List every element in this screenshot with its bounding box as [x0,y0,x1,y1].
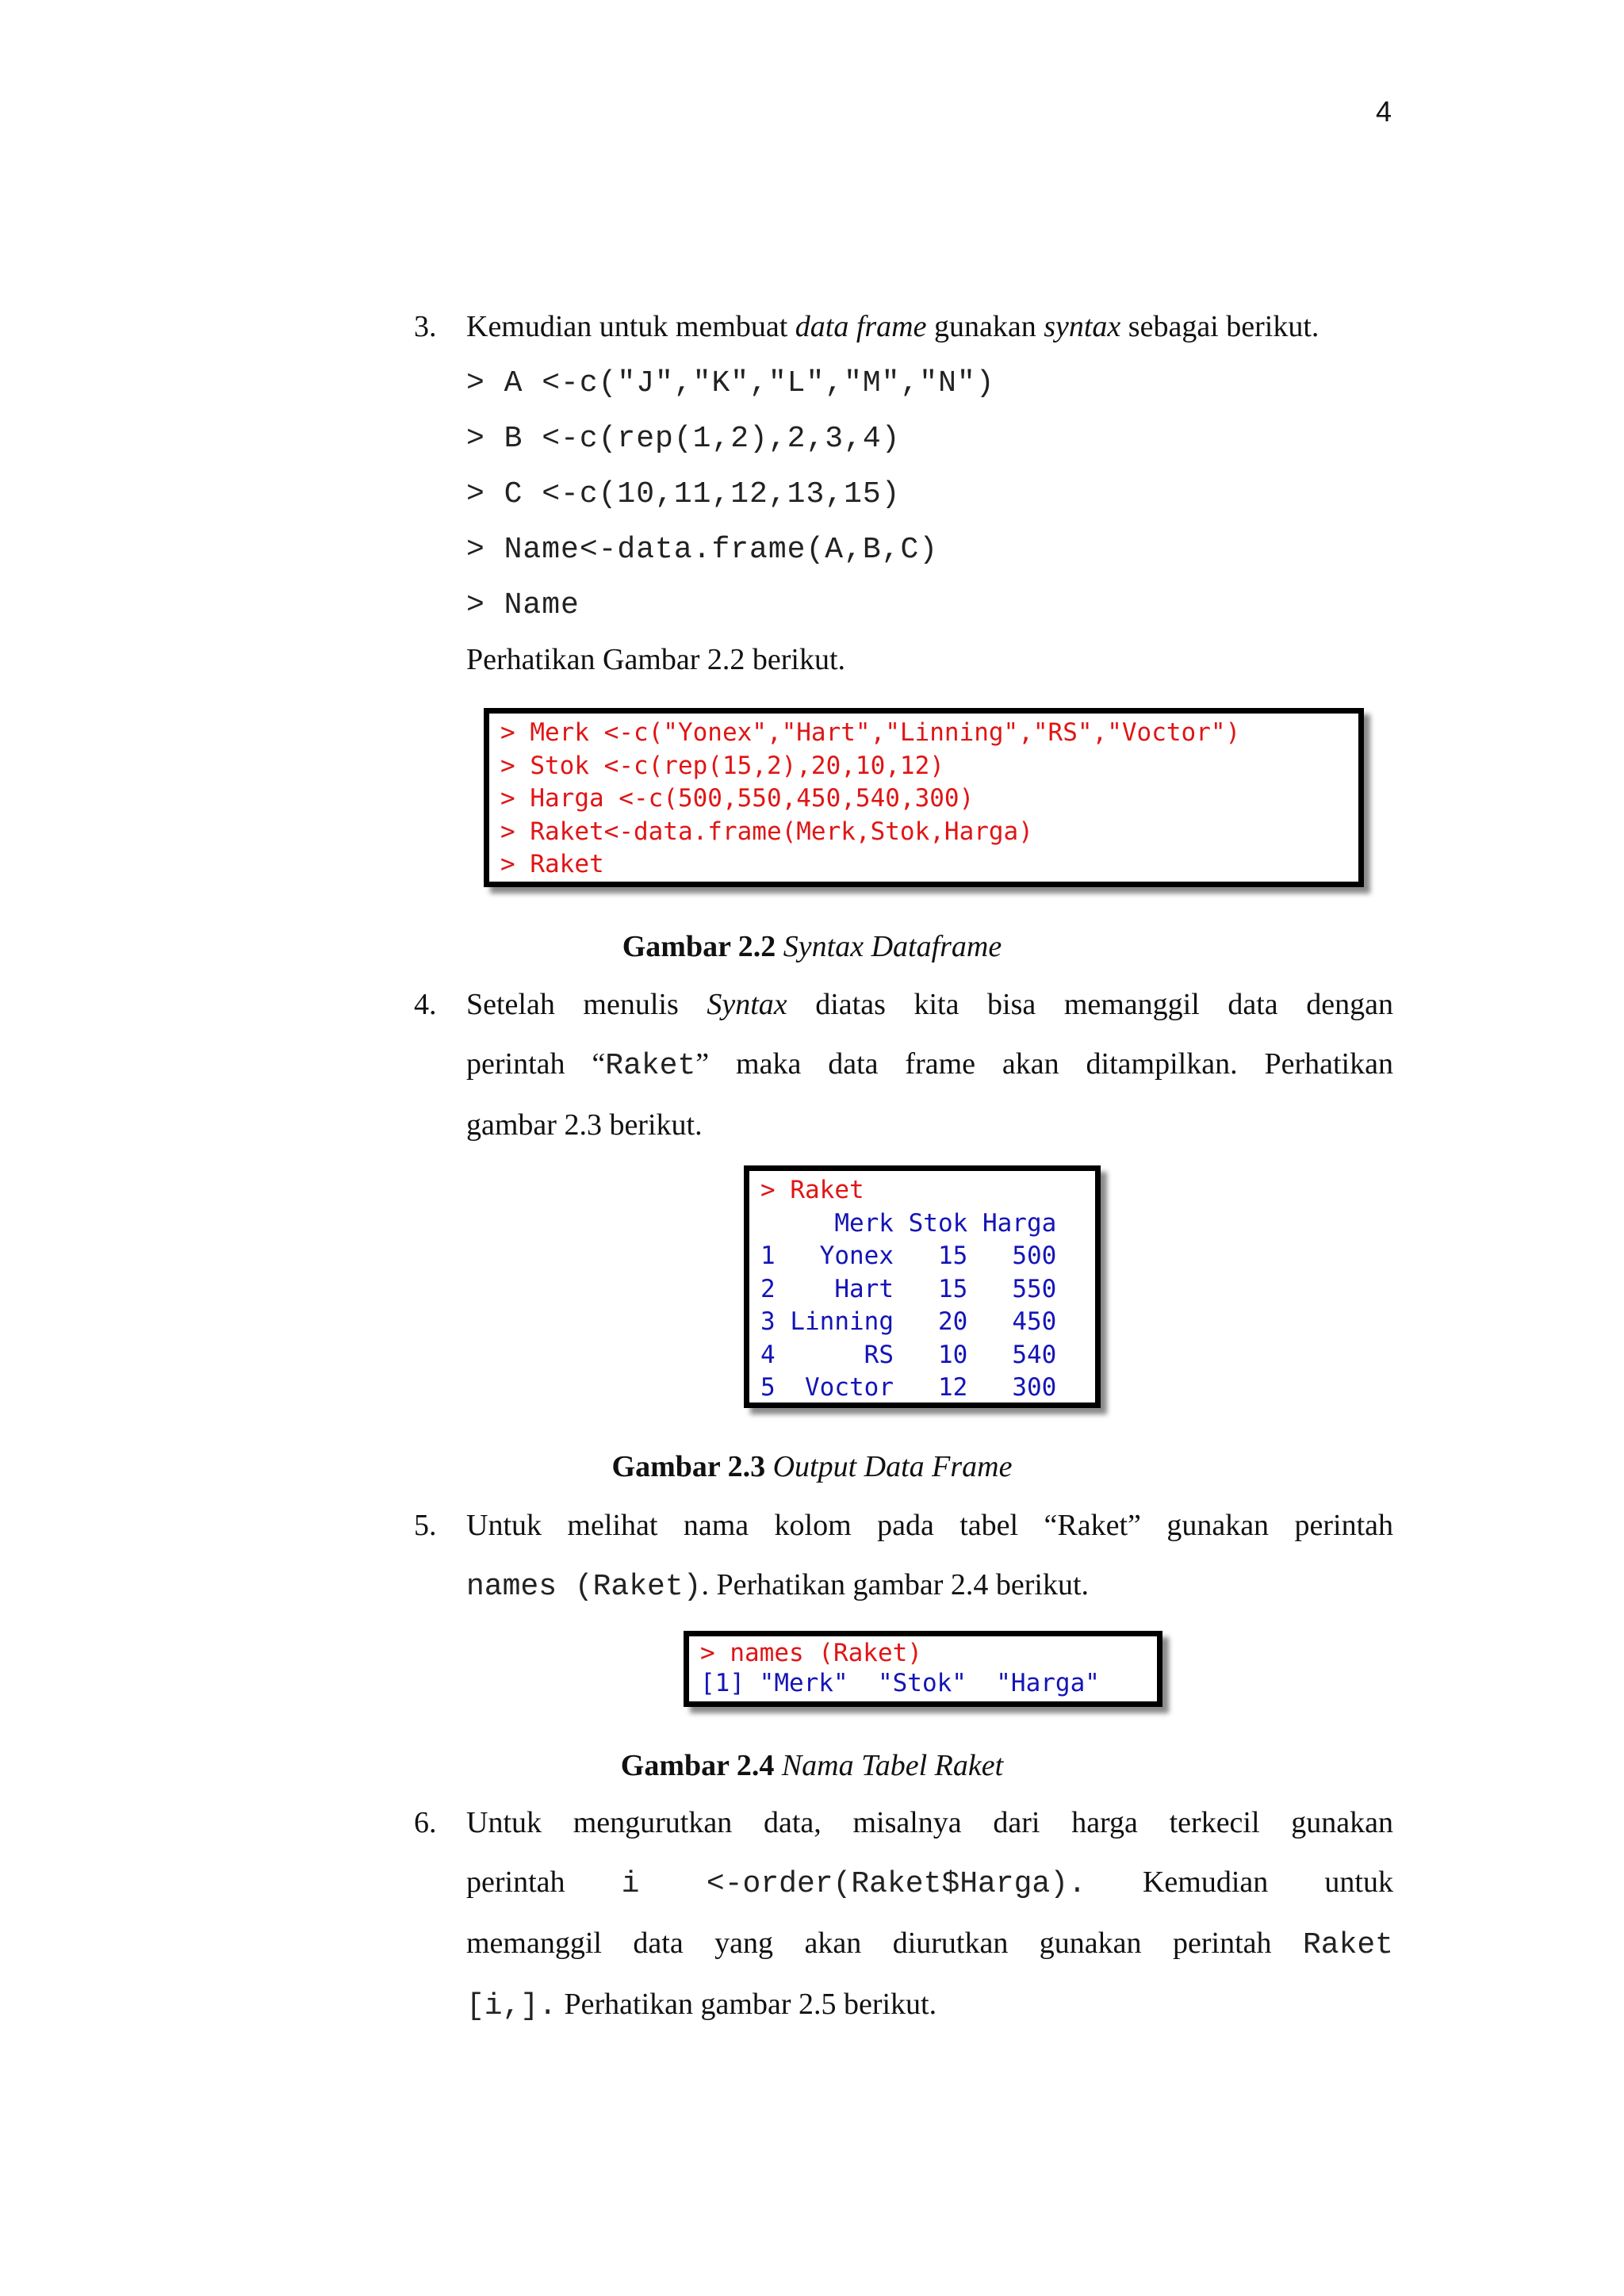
cell-merk: RS [790,1340,894,1369]
r-console-line: > Raket<-data.frame(Merk,Stok,Harga) [500,817,1033,846]
code-line: > B <-c(rep(1,2),2,3,4) [466,422,901,456]
step-4-number: 4. [414,988,437,1021]
step-6-text: perintah [466,1866,622,1899]
step-4-line-1 [466,975,1393,1035]
table-row [760,1372,1084,1405]
step-5-text: . Perhatikan gambar 2.4 berikut. [701,1568,1090,1601]
r-console-line: > Raket [500,850,604,878]
step-4-text: perintah “ [466,1047,606,1081]
row-index: 5 [760,1373,776,1402]
caption-label: Gambar 2.3 [611,1450,766,1483]
inline-code: i <-order(Raket$Harga). [621,1867,1086,1901]
figure-2-2-caption [0,929,1624,964]
step-5 [414,1496,1393,1617]
step-3-number: 3. [414,310,437,343]
figure-2-4-screenshot [684,1631,1162,1707]
page-number: 4 [1376,95,1392,128]
inline-code: Raket [605,1049,696,1083]
caption-title: Nama Tabel Raket [781,1749,1004,1782]
step-6-line-1: Untuk mengurutkan data, misalnya dari harga terkecil gunakan [466,1806,1393,1839]
step-5-line-1: Untuk melihat nama kolom pada tabel “Raket” gunakan perintah [466,1509,1393,1542]
cell-merk: Voctor [790,1373,894,1402]
row-index: 4 [760,1340,776,1369]
code-line: > C <-c(10,11,12,13,15) [466,477,901,511]
r-console-line: > Merk <-c("Yonex","Hart","Linning","RS","Voctor") [500,718,1241,747]
r-console-line: > Stok <-c(rep(15,2),20,10,12) [500,751,944,780]
table-header-text: Merk Stok Harga [760,1208,1057,1238]
cell-stok: 15 [938,1242,968,1270]
cell-stok: 20 [938,1307,968,1336]
step-6-text: Kemudian untuk [1086,1866,1393,1899]
caption-label: Gambar 2.4 [620,1749,775,1782]
cell-stok: 10 [938,1340,968,1369]
table-row [760,1273,1084,1307]
figure-2-2-screenshot [484,708,1364,887]
step-6-line-2 [466,1853,1393,1914]
step-4-text: ” maka data frame akan ditampilkan. Perhatikan [695,1047,1393,1081]
table-header [760,1207,1084,1241]
inline-code: [i,]. [466,1989,557,2023]
step-3-text-b: gunakan [926,310,1044,343]
code-line: > Name [466,588,580,622]
r-console-output: [1] "Merk" "Stok" "Harga" [700,1669,1100,1697]
inline-code: names (Raket) [466,1570,702,1604]
step-4-line-2 [466,1035,1393,1096]
code-line: > Name<-data.frame(A,B,C) [466,533,939,567]
step-5-number: 5. [414,1509,437,1542]
step-5-line-2 [466,1556,1393,1617]
step-3-em-syntax: syntax [1044,310,1121,343]
step-4-text: Setelah menulis [466,988,707,1021]
step-6-line-4 [466,1975,1393,2036]
row-index: 2 [760,1274,776,1303]
r-console-command: > names (Raket) [700,1639,922,1667]
cell-merk: Linning [790,1307,894,1336]
row-index: 1 [760,1242,776,1270]
step-4-em-syntax: Syntax [707,988,787,1021]
step-6-number: 6. [414,1806,437,1839]
row-index: 3 [760,1307,776,1336]
step-6-text: memanggil data yang akan diurutkan gunakan perintah [466,1927,1303,1960]
figure-2-3-caption [0,1449,1624,1484]
cell-stok: 12 [938,1373,968,1402]
caption-title: Output Data Frame [772,1450,1013,1483]
step-3-note: Perhatikan Gambar 2.2 berikut. [466,643,846,676]
cell-merk: Hart [790,1274,894,1303]
step-3 [414,297,1393,357]
step-4 [414,975,1393,1155]
cell-harga: 540 [1012,1340,1057,1369]
caption-label: Gambar 2.2 [622,930,776,963]
step-3-text-a: Kemudian untuk membuat [466,310,795,343]
inline-code: Raket [1302,1928,1393,1962]
step-6-line-3 [466,1914,1393,1975]
table-row [760,1240,1084,1273]
caption-title: Syntax Dataframe [783,930,1002,963]
table-row [760,1306,1084,1339]
figure-2-3-screenshot [744,1165,1101,1408]
step-6 [414,1793,1393,2036]
cell-merk: Yonex [790,1242,894,1270]
r-console-line: > Harga <-c(500,550,450,540,300) [500,784,975,813]
table-row [760,1339,1084,1372]
cell-harga: 300 [1012,1373,1057,1402]
code-line: > A <-c("J","K","L","M","N") [466,366,995,400]
figure-2-4-caption [0,1748,1624,1783]
step-3-text-c: sebagai berikut. [1120,310,1320,343]
step-3-text [466,297,1393,357]
step-6-text: Perhatikan gambar 2.5 berikut. [557,1988,937,2021]
cell-stok: 15 [938,1274,968,1303]
r-console-command: > Raket [760,1176,864,1204]
cell-harga: 500 [1012,1242,1057,1270]
cell-harga: 550 [1012,1274,1057,1303]
step-4-text: diatas kita bisa memanggil data dengan [787,988,1393,1021]
cell-harga: 450 [1012,1307,1057,1336]
step-3-em-data-frame: data frame [795,310,927,343]
step-4-line-3: gambar 2.3 berikut. [466,1108,703,1142]
